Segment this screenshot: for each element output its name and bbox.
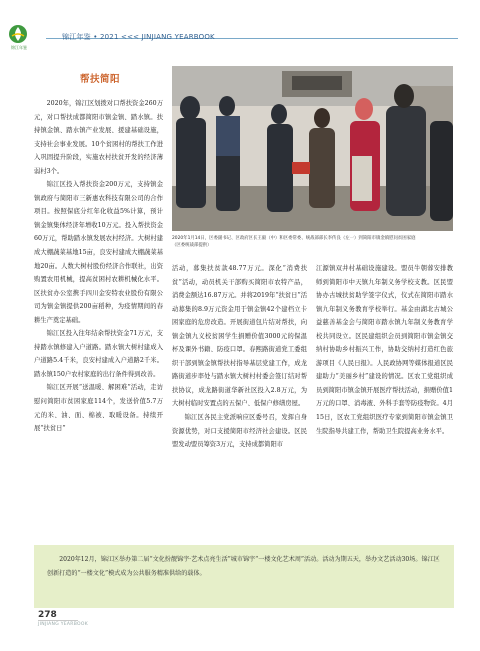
photo-caption: 2020年1月14日，区委副书记、区政府区长王毅（中）和区委常委、统战部部长李传良（左一）到简阳市镇金镇慰问贫困家庭 （区委统战部提供） bbox=[172, 236, 469, 248]
paragraph: 2020年，锦江区划拨对口帮扶资金260万元，对口帮扶成都简阳市镇金镇、踏水镇。扶持镇金镇、踏水镇产业发展、援建基础设施，支持社会事业发展。10个贫困村的帮扶工作进入巩固提升阶段，实施农村扶贫开发的经济薄弱村3个。 bbox=[34, 100, 163, 175]
page-number: 278 bbox=[38, 610, 57, 620]
photo-illustration bbox=[172, 66, 453, 231]
highlight-text bbox=[47, 553, 445, 580]
paragraph: 锦江区开展“送温暖、解困难”活动，走访慰问简阳市贫困家庭114个，发送价值5.7万元的米、油、面、棉被、取暖设备。持续开展“扶贫日” bbox=[34, 384, 163, 433]
logo-caption: 锦江年鉴 bbox=[11, 45, 27, 50]
article-title: 帮扶简阳 bbox=[80, 74, 121, 85]
news-photo bbox=[172, 66, 453, 231]
paragraph: 江源镇双井村基础设施建设。盟员牛朝蓉安排教师到简阳市中天镇九年制义务学校支教。区民盟协办古城扶贫助学签字仪式，仪式在简阳市踏水镇九年制义务教育学校举行。基金由湖北古城公益慈善基金会与简阳市踏水镇九年制义务教育学校共同设立。区民建组织会员到简阳市镇金镇交纳村协助乡村振兴工作，协助交纳村打造红色旅游项目《人民日报》。人民政协网等媒体报道区民建助力“美丽乡村”建设的情况。区农工党组织成员到简阳市镇金镇开展医疗帮扶活动，捐赠价值1万元的口罩、消毒液、外科手套等防疫物资。4月15日，区农工党组织医疗专家到简阳市镇金镇卫生院指导共建工作，帮助卫生院提高业务水平。 bbox=[316, 265, 453, 435]
text-column-2 bbox=[172, 262, 307, 452]
footer-subtitle: JINJIANG YEARBOOK bbox=[38, 622, 88, 627]
paragraph: 锦江区各民主党派响应区委号召，发挥自身资源优势，对口支援简阳市经济社会建设。区民盟发动盟员筹资3万元，支持成都简阳市 bbox=[172, 414, 307, 449]
running-title: 锦江年鉴 • 2021 <<< JINJIANG YEARBOOK bbox=[62, 33, 215, 41]
footer-rule bbox=[38, 620, 78, 621]
text-column-3 bbox=[316, 262, 453, 438]
paragraph: 锦江区投入往年结余帮扶资金71万元，支持踏水镇修建入户道路。踏水镇大树村建成入户道路5.4千米，良安村建成入户道路2千米。踏水镇150户农村家庭的出行条件得到改善。 bbox=[34, 330, 163, 378]
yearbook-logo-icon bbox=[8, 24, 28, 44]
text-column-1 bbox=[34, 97, 163, 436]
paragraph: 锦江区投入帮扶资金200万元，支持镇金镇政府与简阳市三新惠农科技有限公司的合作项目。按照保底分红年化收益5%计算，预计镇金镇集体经济年增收10万元。投入帮扶资金60万元，帮助踏水镇发展农村经济。大树村建成大棚蔬菜基地15亩，良安村建成大棚蔬菜基地20亩。人数大树村股份经济合作联社，出资购置农用机械，提高贫困村农耕机械化水平。区扶贫办公室携手四川金安特农业股份有限公司为镇金镇提供200亩稻种，为疫情期间的春耕生产奠定基础。 bbox=[34, 181, 163, 324]
paragraph: 活动，募集扶贫款48.77万元。深化“消费扶贫”活动，动员机关干部购买简阳市农特产品，消费金额达16.87万元。并将2019年“扶贫日”活动募集的8.9万元资金用于镇金镇42个建档立卡困家庭的危房改造。开展街道包片结对帮扶，向镇金镇九义校贫困学生捐赠价值3000元的保温杯及课外书籍、防疫口罩。春熙路街道党工委组织干部到镇金镇帮扶村指导基层党建工作，成龙路街道步率处与踏水镇大树村村委会签订结对帮扶协议，成龙路街道华新社区投入2.8万元，为大树村临时安置点的五保户、低保户修缮房屋。 bbox=[172, 265, 307, 408]
paragraph: 2020年12月，锦江区举办第二届“文化扮靓锦宇·艺术点亮生活”城市锦宇“一楼文化艺术周”活动。活动为期五天，举办文艺活动30场。锦江区创新打造的“一楼文化”模式成为公共服务精准供给的载体。 bbox=[47, 556, 440, 577]
